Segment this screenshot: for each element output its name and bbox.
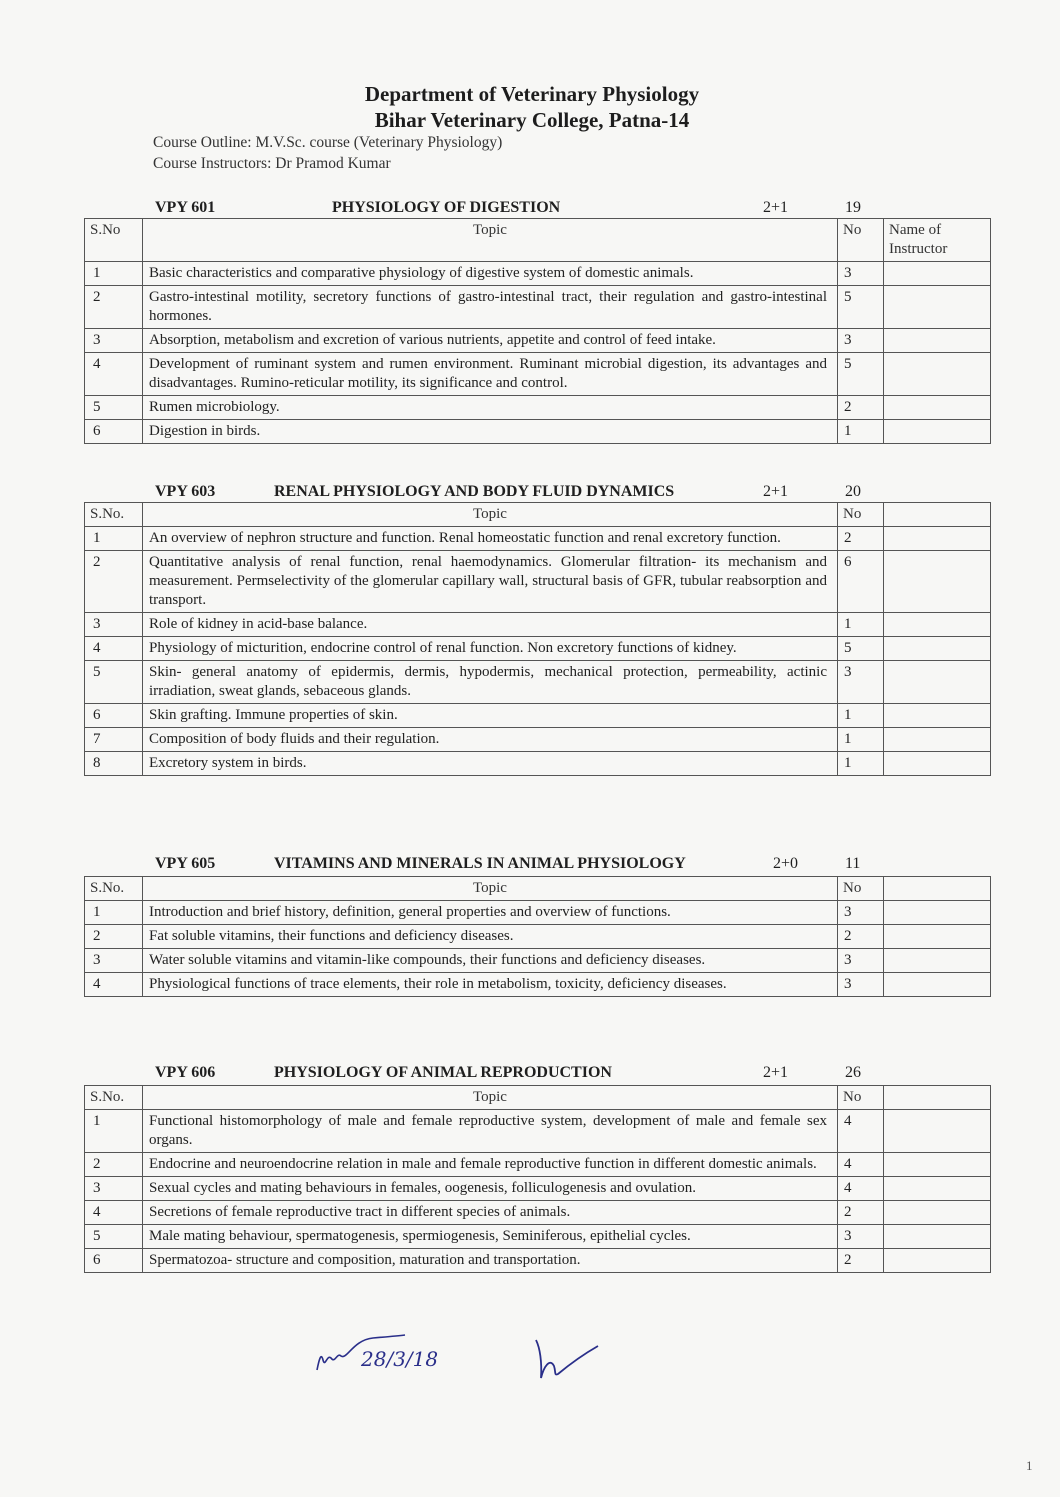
row-lectures: 4 [838, 1110, 884, 1153]
row-topic: Skin- general anatomy of epidermis, dermis, hypodermis, mechanical protection, permeability, actinic irradiation, sweat glands, sebaceous glands. [143, 661, 838, 704]
course-title: PHYSIOLOGY OF ANIMAL REPRODUCTION [274, 1064, 612, 1081]
row-topic: Development of ruminant system and rumen environment. Ruminant microbial digestion, its advantages and disadvantages. Rumino-reticular motility, its significance and control. [143, 353, 838, 396]
column-header-no: No [838, 877, 884, 901]
course-table [84, 218, 991, 444]
row-lectures: 5 [838, 637, 884, 661]
row-lectures: 1 [838, 420, 884, 444]
row-topic: Skin grafting. Immune properties of skin. [143, 704, 838, 728]
row-sno: 2 [85, 1153, 143, 1177]
row-topic: An overview of nephron structure and function. Renal homeostatic function and renal excretory function. [143, 527, 838, 551]
row-sno: 5 [85, 661, 143, 704]
course-heading [155, 1064, 995, 1086]
row-lectures: 2 [838, 1249, 884, 1273]
column-header-topic: Topic [143, 1086, 838, 1110]
row-instructor [884, 420, 991, 444]
row-lectures: 1 [838, 704, 884, 728]
row-sno: 5 [85, 396, 143, 420]
row-sno: 3 [85, 329, 143, 353]
row-instructor [884, 728, 991, 752]
row-topic: Sexual cycles and mating behaviours in females, oogenesis, folliculogenesis and ovulation. [143, 1177, 838, 1201]
row-instructor [884, 286, 991, 329]
course-code: VPY 606 [155, 1064, 216, 1081]
table-row [85, 286, 991, 329]
row-instructor [884, 527, 991, 551]
table-row [85, 613, 991, 637]
row-sno: 2 [85, 286, 143, 329]
row-instructor [884, 551, 991, 613]
row-instructor [884, 1249, 991, 1273]
column-header-sno: S.No. [85, 503, 143, 527]
row-sno: 6 [85, 704, 143, 728]
row-topic: Functional histomorphology of male and female reproductive system, development of male and female sex organs. [143, 1110, 838, 1153]
table-header-row [85, 219, 991, 262]
department-title: Department of Veterinary Physiology [364, 82, 700, 106]
column-header-sno: S.No. [85, 1086, 143, 1110]
row-sno: 4 [85, 353, 143, 396]
table-row [85, 661, 991, 704]
row-lectures: 3 [838, 262, 884, 286]
course-table [84, 502, 991, 776]
table-row [85, 329, 991, 353]
row-sno: 6 [85, 420, 143, 444]
row-instructor [884, 704, 991, 728]
table-row [85, 901, 991, 925]
row-instructor [884, 949, 991, 973]
table-row [85, 262, 991, 286]
course-hours: 19 [845, 199, 861, 216]
course-code: VPY 601 [155, 199, 216, 216]
row-lectures: 1 [838, 752, 884, 776]
row-sno: 8 [85, 752, 143, 776]
row-sno: 1 [85, 1110, 143, 1153]
row-lectures: 1 [838, 728, 884, 752]
row-topic: Quantitative analysis of renal function, renal haemodynamics. Glomerular filtration- its mechanism and measurement. Permselectivity of the glomerular capillary wall, structural basis of GFR, tubular reabsorption and transport. [143, 551, 838, 613]
row-lectures: 3 [838, 973, 884, 997]
table-row [85, 353, 991, 396]
row-sno: 1 [85, 262, 143, 286]
row-instructor [884, 925, 991, 949]
row-topic: Secretions of female reproductive tract in different species of animals. [143, 1201, 838, 1225]
column-header-instructor [884, 503, 991, 527]
row-instructor [884, 1201, 991, 1225]
row-sno: 2 [85, 551, 143, 613]
row-lectures: 5 [838, 286, 884, 329]
course-hours: 11 [845, 855, 861, 872]
row-lectures: 2 [838, 925, 884, 949]
table-row [85, 1201, 991, 1225]
row-sno: 1 [85, 901, 143, 925]
table-row [85, 949, 991, 973]
row-sno: 1 [85, 527, 143, 551]
table-row [85, 396, 991, 420]
table-header-row [85, 1086, 991, 1110]
table-row [85, 551, 991, 613]
row-lectures: 3 [838, 949, 884, 973]
row-topic: Water soluble vitamins and vitamin-like compounds, their functions and deficiency diseases. [143, 949, 838, 973]
row-instructor [884, 1153, 991, 1177]
handwritten-initial [532, 1336, 612, 1386]
course-code: VPY 603 [155, 483, 216, 500]
row-sno: 4 [85, 1201, 143, 1225]
signature-date: 28/3/18 [361, 1347, 439, 1371]
table-row [85, 704, 991, 728]
row-instructor [884, 901, 991, 925]
row-topic: Male mating behaviour, spermatogenesis, spermiogenesis, Seminiferous, epithelial cycles. [143, 1225, 838, 1249]
column-header-instructor [884, 1086, 991, 1110]
row-instructor [884, 613, 991, 637]
row-sno: 5 [85, 1225, 143, 1249]
column-header-sno: S.No. [85, 877, 143, 901]
table-row [85, 925, 991, 949]
table-row [85, 420, 991, 444]
table-row [85, 752, 991, 776]
row-topic: Absorption, metabolism and excretion of various nutrients, appetite and control of feed intake. [143, 329, 838, 353]
column-header-topic: Topic [143, 503, 838, 527]
table-header-row [85, 503, 991, 527]
college-title: Bihar Veterinary College, Patna-14 [374, 108, 690, 132]
course-credits: 2+1 [763, 483, 789, 500]
row-topic: Composition of body fluids and their regulation. [143, 728, 838, 752]
row-topic: Physiological functions of trace elements, their role in metabolism, toxicity, deficiency diseases. [143, 973, 838, 997]
row-sno: 2 [85, 925, 143, 949]
row-lectures: 5 [838, 353, 884, 396]
row-topic: Introduction and brief history, definition, general properties and overview of functions. [143, 901, 838, 925]
course-title: PHYSIOLOGY OF DIGESTION [332, 199, 561, 216]
table-header-row [85, 877, 991, 901]
column-header-no: No [838, 1086, 884, 1110]
course-hours: 20 [845, 483, 861, 500]
row-instructor [884, 973, 991, 997]
row-lectures: 2 [838, 1201, 884, 1225]
row-topic: Basic characteristics and comparative physiology of digestive system of domestic animals. [143, 262, 838, 286]
course-instructors-line: Course Instructors: Dr Pramod Kumar [153, 155, 391, 172]
column-header-topic: Topic [143, 219, 838, 262]
row-topic: Fat soluble vitamins, their functions and deficiency diseases. [143, 925, 838, 949]
row-lectures: 4 [838, 1177, 884, 1201]
course-outline-line: Course Outline: M.V.Sc. course (Veterinary Physiology) [153, 134, 503, 151]
row-instructor [884, 661, 991, 704]
column-header-no: No [838, 503, 884, 527]
column-header-instructor: Name of Instructor [884, 219, 991, 262]
handwritten-signature-with-date [313, 1330, 493, 1380]
column-header-topic: Topic [143, 877, 838, 901]
row-topic: Role of kidney in acid-base balance. [143, 613, 838, 637]
row-sno: 6 [85, 1249, 143, 1273]
table-row [85, 1153, 991, 1177]
row-lectures: 4 [838, 1153, 884, 1177]
course-table [84, 1085, 991, 1273]
course-credits: 2+0 [773, 855, 799, 872]
row-instructor [884, 262, 991, 286]
row-lectures: 2 [838, 396, 884, 420]
row-sno: 3 [85, 949, 143, 973]
table-row [85, 1110, 991, 1153]
row-instructor [884, 1110, 991, 1153]
row-instructor [884, 353, 991, 396]
table-row [85, 728, 991, 752]
row-lectures: 6 [838, 551, 884, 613]
course-hours: 26 [845, 1064, 861, 1081]
row-lectures: 1 [838, 613, 884, 637]
row-topic: Endocrine and neuroendocrine relation in male and female reproductive function in different domestic animals. [143, 1153, 838, 1177]
course-table [84, 876, 991, 997]
course-credits: 2+1 [763, 1064, 789, 1081]
row-instructor [884, 1225, 991, 1249]
table-row [85, 973, 991, 997]
row-topic: Gastro-intestinal motility, secretory functions of gastro-intestinal tract, their regulation and gastro-intestinal hormones. [143, 286, 838, 329]
course-title: VITAMINS AND MINERALS IN ANIMAL PHYSIOLOGY [274, 855, 686, 872]
row-lectures: 2 [838, 527, 884, 551]
table-row [85, 637, 991, 661]
row-topic: Spermatozoa- structure and composition, maturation and transportation. [143, 1249, 838, 1273]
row-lectures: 3 [838, 329, 884, 353]
row-topic: Excretory system in birds. [143, 752, 838, 776]
table-row [85, 1225, 991, 1249]
row-instructor [884, 329, 991, 353]
table-row [85, 527, 991, 551]
column-header-sno: S.No [85, 219, 143, 262]
row-topic: Digestion in birds. [143, 420, 838, 444]
row-instructor [884, 1177, 991, 1201]
table-row [85, 1177, 991, 1201]
row-instructor [884, 396, 991, 420]
row-sno: 4 [85, 973, 143, 997]
row-sno: 4 [85, 637, 143, 661]
course-credits: 2+1 [763, 199, 789, 216]
row-lectures: 3 [838, 1225, 884, 1249]
row-topic: Physiology of micturition, endocrine control of renal function. Non excretory functions of kidney. [143, 637, 838, 661]
course-heading [155, 855, 995, 877]
row-instructor [884, 637, 991, 661]
row-topic: Rumen microbiology. [143, 396, 838, 420]
row-sno: 3 [85, 613, 143, 637]
row-instructor [884, 752, 991, 776]
row-sno: 3 [85, 1177, 143, 1201]
row-sno: 7 [85, 728, 143, 752]
course-code: VPY 605 [155, 855, 216, 872]
column-header-instructor [884, 877, 991, 901]
table-row [85, 1249, 991, 1273]
row-lectures: 3 [838, 661, 884, 704]
row-lectures: 3 [838, 901, 884, 925]
course-title: RENAL PHYSIOLOGY AND BODY FLUID DYNAMICS [274, 483, 675, 500]
column-header-no: No [838, 219, 884, 262]
page-number: 1 [1026, 1458, 1033, 1473]
